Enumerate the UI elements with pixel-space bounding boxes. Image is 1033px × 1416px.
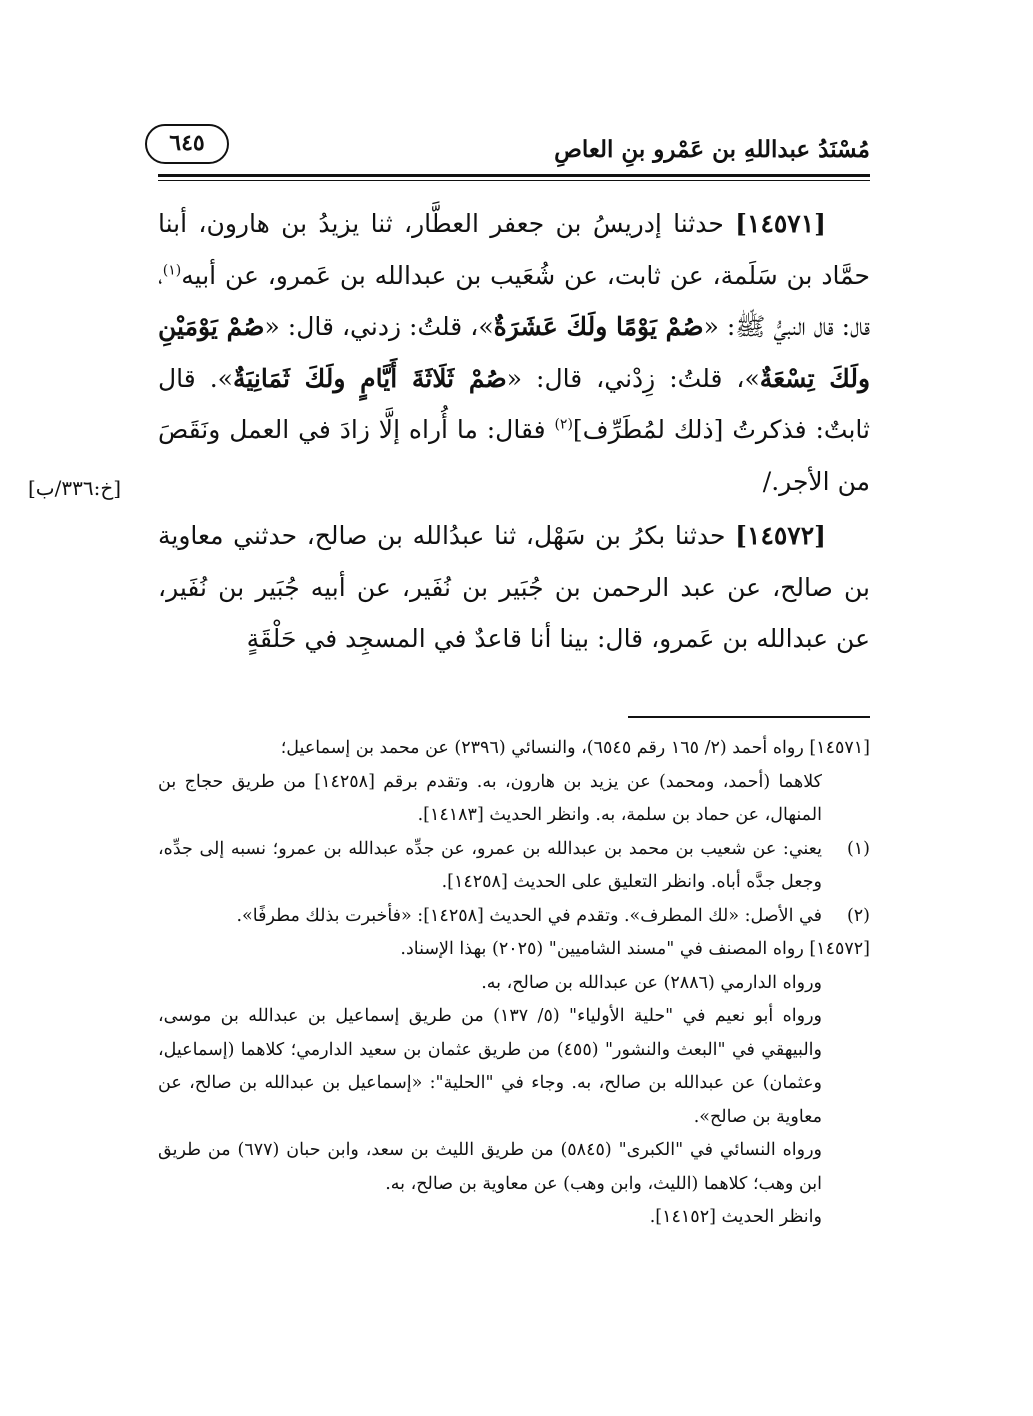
header-rule-thin xyxy=(158,180,870,181)
manuscript-margin-note: [خ:٣٣٦/ب] xyxy=(28,476,122,500)
footnote-takhrij-14572: [١٤٥٧٢] رواه المصنف في "مسند الشاميين" (٢٠٢٥) بهذا الإسناد. xyxy=(400,939,870,959)
header-rule xyxy=(158,174,870,177)
text-run: ، قال: قال النبيُّ ﷺ: « xyxy=(158,260,870,341)
hadith-paragraph-14572 xyxy=(158,510,870,665)
text-run: حدثنا إدريسُ بن جعفر العطَّار، ثنا يزيدُ بن هارون، أبنا حمَّاد بن سَلَمة، عن ثابت، عن شُعَيب بن عبدالله بن عَمرو، عن أبيه xyxy=(158,209,870,290)
text-run: حدثنا بكرُ بن سَهْل، ثنا عبدُالله بن صالح، حدثني معاوية بن صالح، عن عبد الرحمن بن جُبَير بن نُفَير، عن أبيه جُبَير بن نُفَير، عن عبدالله بن عَمرو، قال: بينا أنا قاعدٌ في المسجِد في حَلْقَةٍ xyxy=(158,521,870,653)
footnote-text: في الأصل: «لك المطرف». وتقدم في الحديث [١٤٢٥٨]: «فأخبرت بذلك مطرفًا». xyxy=(236,905,822,926)
footnote-ref: (١) xyxy=(162,262,182,279)
footnote-ref: (٢) xyxy=(554,416,573,433)
footnote-1 xyxy=(158,833,870,900)
page-number: ٦٤٥ xyxy=(145,124,229,164)
hadith-paragraph-14571 xyxy=(158,198,870,507)
footnotes xyxy=(158,732,870,1235)
hadith-number: [١٤٥٧٢] xyxy=(735,521,826,550)
footnote-takhrij-14571-body: كلاهما (أحمد، ومحمد) عن يزيد بن هارون، به. وتقدم برقم [١٤٢٥٨] من طريق حجاج بن المنهال، عن حماد بن سلمة، به. وانظر الحديث [١٤١٨٣]. xyxy=(158,771,822,825)
footnote-2 xyxy=(158,900,870,934)
footnote-text: يعني: عن شعيب بن محمد بن عبدالله بن عمرو، عن جدِّه عبدالله بن عمرو؛ نسبه إلى جدِّه، وجعل جدَّه أباه. وانظر التعليق على الحديث [١٤٢٥٨]. xyxy=(158,838,822,892)
footnote-label: (٢) xyxy=(846,905,870,926)
running-head: مُسْنَدُ عبداللهِ بن عَمْرو بنِ العاصِ xyxy=(554,136,870,163)
hadith-quote: صُمْ يَوْمًا ولَكَ عَشَرَةٌ xyxy=(493,312,704,341)
text-run: »، قلتُ: زِدْني، قال: « xyxy=(506,363,760,393)
main-text xyxy=(158,198,870,665)
footnote-separator xyxy=(628,716,870,718)
footnote-takhrij-14571: [١٤٥٧١] رواه أحمد (٢/ ١٦٥ رقم ٦٥٤٥)، والنسائي (٢٣٩٦) عن محمد بن إسماعيل؛ xyxy=(280,738,870,758)
footnote-takhrij-14572-line: ورواه أبو نعيم في "حلية الأولياء" (٥/ ١٣٧) من طريق إسماعيل بن عبدالله بن موسى، والبيهقي في "البعث والنشور" (٤٥٥) من طريق عثمان بن سعيد الدارمي؛ كلاهما (إسماعيل، وعثمان) عن عبدالله بن صالح، به. وجاء في "الحلية": «إسماعيل بن عبدالله بن صالح، عن معاوية بن صالح». xyxy=(158,1006,822,1127)
text-run: ». قال ثابتٌ: فذكرتُ [ذلك لمُطَرِّف] xyxy=(158,363,871,444)
hadith-quote: صُمْ ثَلَاثَةَ أَيَّامٍ ولَكَ ثَمَانِيَةٌ xyxy=(232,363,507,393)
footnote-takhrij-14572-line: ورواه النسائي في "الكبرى" (٥٨٤٥) من طريق الليث بن سعد، وابن حبان (٦٧٧) من طريق ابن وهب؛ كلاهما (الليث، وابن وهب) عن معاوية بن صالح، به. xyxy=(158,1140,823,1194)
footnote-takhrij-14572-line: وانظر الحديث [١٤١٥٢]. xyxy=(649,1207,822,1227)
text-run: فقال: ما أُراه إلَّا زادَ في العمل ونَقَصَ من الأجر./ xyxy=(158,415,870,496)
hadith-number: [١٤٥٧١] xyxy=(735,209,826,238)
text-run: »، قلتُ: زدني، قال: « xyxy=(264,312,494,341)
footnote-takhrij-14572-line: ورواه الدارمي (٢٨٨٦) عن عبدالله بن صالح، به. xyxy=(481,972,822,993)
hadith-quote: صُمْ يَوْمَيْنِ ولَكَ تِسْعَةٌ xyxy=(158,312,871,393)
footnote-label: (١) xyxy=(846,838,870,859)
